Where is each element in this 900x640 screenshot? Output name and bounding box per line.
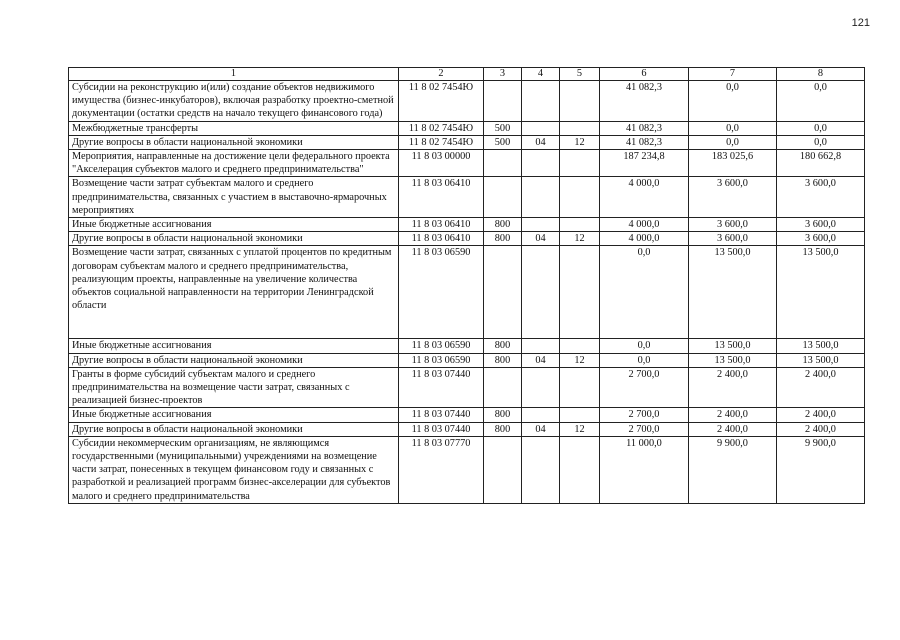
row-value-col8-cell: 2 400,0 [777, 422, 865, 436]
table-row [69, 408, 865, 422]
row-name-cell: Гранты в форме субсидий субъектам малого и среднего предпринимательства на возмещение части затрат, связанных с реализацией бизнес-проектов [69, 367, 399, 408]
row-value-col7-cell: 2 400,0 [689, 367, 777, 408]
row-value-col7-cell: 183 025,6 [689, 150, 777, 177]
row-name-cell: Возмещение части затрат субъектам малого и среднего предпринимательства, связанных с участием в выставочно-ярмарочных мероприятиях [69, 177, 399, 218]
header-cell-1: 1 [69, 68, 399, 81]
row-group-cell [484, 246, 522, 339]
row-code-cell: 11 8 03 00000 [399, 150, 484, 177]
row-subsection-cell [560, 408, 600, 422]
header-cell-7: 7 [689, 68, 777, 81]
row-section-cell [522, 218, 560, 232]
header-cell-5: 5 [560, 68, 600, 81]
row-code-cell: 11 8 03 06590 [399, 339, 484, 353]
row-value-col7-cell: 13 500,0 [689, 353, 777, 367]
row-name-cell: Возмещение части затрат, связанных с уплатой процентов по кредитным договорам субъектам малого и среднего предпринимательства, реализующим проекты, направленные на увеличение количества объектов социальной направленности на территории Ленинградской области [69, 246, 399, 339]
row-section-cell [522, 436, 560, 503]
table-row [69, 436, 865, 503]
table-row [69, 339, 865, 353]
row-value-col6-cell: 2 700,0 [600, 408, 689, 422]
row-value-col6-cell: 4 000,0 [600, 177, 689, 218]
row-value-col7-cell: 13 500,0 [689, 246, 777, 339]
row-code-cell: 11 8 02 7454Ю [399, 81, 484, 122]
row-group-cell: 500 [484, 135, 522, 149]
row-section-cell [522, 81, 560, 122]
row-group-cell [484, 81, 522, 122]
row-code-cell: 11 8 03 07440 [399, 422, 484, 436]
row-value-col7-cell: 0,0 [689, 121, 777, 135]
row-value-col6-cell: 41 082,3 [600, 135, 689, 149]
row-value-col6-cell: 187 234,8 [600, 150, 689, 177]
row-subsection-cell: 12 [560, 135, 600, 149]
row-subsection-cell [560, 177, 600, 218]
row-section-cell: 04 [522, 353, 560, 367]
row-value-col8-cell: 13 500,0 [777, 339, 865, 353]
header-cell-4: 4 [522, 68, 560, 81]
table-row [69, 367, 865, 408]
row-value-col6-cell: 0,0 [600, 339, 689, 353]
row-group-cell [484, 436, 522, 503]
row-subsection-cell [560, 121, 600, 135]
row-value-col8-cell: 9 900,0 [777, 436, 865, 503]
row-name-cell: Другие вопросы в области национальной экономики [69, 353, 399, 367]
page-number: 121 [851, 17, 870, 29]
row-value-col8-cell: 13 500,0 [777, 246, 865, 339]
row-name-cell: Другие вопросы в области национальной экономики [69, 232, 399, 246]
row-code-cell: 11 8 03 07770 [399, 436, 484, 503]
row-code-cell: 11 8 03 07440 [399, 367, 484, 408]
row-group-cell [484, 177, 522, 218]
row-value-col8-cell: 13 500,0 [777, 353, 865, 367]
row-value-col7-cell: 3 600,0 [689, 218, 777, 232]
row-section-cell [522, 121, 560, 135]
row-value-col8-cell: 3 600,0 [777, 177, 865, 218]
row-section-cell [522, 150, 560, 177]
row-value-col7-cell: 0,0 [689, 135, 777, 149]
row-value-col7-cell: 2 400,0 [689, 408, 777, 422]
budget-table [68, 67, 865, 504]
table-row [69, 422, 865, 436]
row-section-cell [522, 367, 560, 408]
row-group-cell: 800 [484, 353, 522, 367]
row-code-cell: 11 8 03 06410 [399, 232, 484, 246]
row-group-cell: 800 [484, 218, 522, 232]
row-value-col6-cell: 0,0 [600, 246, 689, 339]
table-row [69, 150, 865, 177]
row-value-col6-cell: 11 000,0 [600, 436, 689, 503]
row-value-col8-cell: 0,0 [777, 135, 865, 149]
row-name-cell: Иные бюджетные ассигнования [69, 218, 399, 232]
row-value-col6-cell: 4 000,0 [600, 232, 689, 246]
row-name-cell: Мероприятия, направленные на достижение цели федерального проекта "Акселерация субъектов малого и среднего предпринимательства" [69, 150, 399, 177]
table-body [69, 68, 865, 504]
row-value-col7-cell: 3 600,0 [689, 177, 777, 218]
row-code-cell: 11 8 03 07440 [399, 408, 484, 422]
row-group-cell [484, 367, 522, 408]
row-subsection-cell [560, 81, 600, 122]
row-section-cell [522, 246, 560, 339]
row-value-col8-cell: 2 400,0 [777, 408, 865, 422]
row-value-col6-cell: 41 082,3 [600, 121, 689, 135]
row-group-cell [484, 150, 522, 177]
row-group-cell: 500 [484, 121, 522, 135]
row-value-col8-cell: 3 600,0 [777, 218, 865, 232]
row-value-col7-cell: 9 900,0 [689, 436, 777, 503]
table-row [69, 246, 865, 339]
row-subsection-cell [560, 367, 600, 408]
row-subsection-cell: 12 [560, 353, 600, 367]
header-cell-6: 6 [600, 68, 689, 81]
row-name-cell: Межбюджетные трансферты [69, 121, 399, 135]
row-name-cell: Иные бюджетные ассигнования [69, 408, 399, 422]
row-value-col7-cell: 0,0 [689, 81, 777, 122]
table-row [69, 121, 865, 135]
row-code-cell: 11 8 02 7454Ю [399, 135, 484, 149]
row-name-cell: Другие вопросы в области национальной экономики [69, 135, 399, 149]
row-group-cell: 800 [484, 232, 522, 246]
row-section-cell [522, 339, 560, 353]
row-name-cell: Другие вопросы в области национальной экономики [69, 422, 399, 436]
row-subsection-cell [560, 218, 600, 232]
table-row [69, 232, 865, 246]
row-section-cell [522, 177, 560, 218]
row-value-col8-cell: 0,0 [777, 121, 865, 135]
row-subsection-cell: 12 [560, 422, 600, 436]
row-subsection-cell [560, 436, 600, 503]
row-section-cell [522, 408, 560, 422]
row-code-cell: 11 8 03 06410 [399, 218, 484, 232]
header-cell-2: 2 [399, 68, 484, 81]
header-cell-3: 3 [484, 68, 522, 81]
row-code-cell: 11 8 03 06590 [399, 246, 484, 339]
row-value-col6-cell: 2 700,0 [600, 422, 689, 436]
row-subsection-cell [560, 246, 600, 339]
table-row [69, 81, 865, 122]
row-name-cell: Иные бюджетные ассигнования [69, 339, 399, 353]
row-code-cell: 11 8 02 7454Ю [399, 121, 484, 135]
row-subsection-cell: 12 [560, 232, 600, 246]
row-section-cell: 04 [522, 422, 560, 436]
row-value-col8-cell: 3 600,0 [777, 232, 865, 246]
row-section-cell: 04 [522, 232, 560, 246]
row-subsection-cell [560, 150, 600, 177]
row-code-cell: 11 8 03 06590 [399, 353, 484, 367]
table-row [69, 135, 865, 149]
row-value-col6-cell: 2 700,0 [600, 367, 689, 408]
header-cell-8: 8 [777, 68, 865, 81]
table-row [69, 218, 865, 232]
row-value-col7-cell: 2 400,0 [689, 422, 777, 436]
row-name-cell: Субсидии некоммерческим организациям, не являющимся государственными (муниципальными) учреждениями на возмещение части затрат, понесенных в текущем финансовом году и связанных с разработкой и реализацией программ бизнес-акселерации для субъектов малого и среднего предпринимательства [69, 436, 399, 503]
row-name-cell: Субсидии на реконструкцию и(или) создание объектов недвижимого имущества (бизнес-инкубаторов), включая разработку проектно-сметной документации (остатки средств на начало текущего финансового года) [69, 81, 399, 122]
row-value-col6-cell: 0,0 [600, 353, 689, 367]
row-value-col7-cell: 3 600,0 [689, 232, 777, 246]
row-group-cell: 800 [484, 408, 522, 422]
row-value-col6-cell: 41 082,3 [600, 81, 689, 122]
table-header-row [69, 68, 865, 81]
row-group-cell: 800 [484, 339, 522, 353]
table-row [69, 177, 865, 218]
row-section-cell: 04 [522, 135, 560, 149]
row-value-col8-cell: 0,0 [777, 81, 865, 122]
row-group-cell: 800 [484, 422, 522, 436]
row-value-col8-cell: 2 400,0 [777, 367, 865, 408]
table-row [69, 353, 865, 367]
row-value-col7-cell: 13 500,0 [689, 339, 777, 353]
row-value-col8-cell: 180 662,8 [777, 150, 865, 177]
row-value-col6-cell: 4 000,0 [600, 218, 689, 232]
row-code-cell: 11 8 03 06410 [399, 177, 484, 218]
row-subsection-cell [560, 339, 600, 353]
